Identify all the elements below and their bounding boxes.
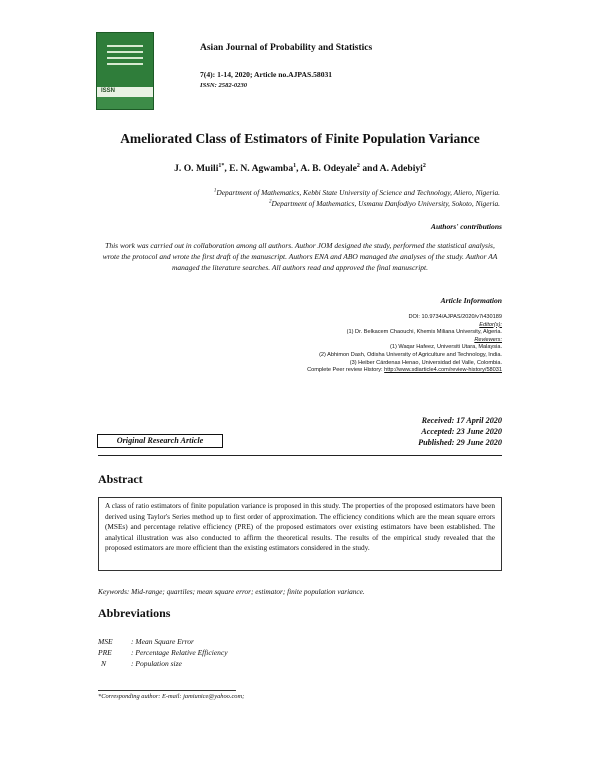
reviewer: (1) Waqar Hafeez, Universiti Utara, Malaysia. [389,344,502,351]
reviewer-label: Reviewers: [474,336,502,343]
review-history [182,367,502,375]
author-name: E. N. Agwamba [229,163,294,175]
journal-cover-thumbnail [96,32,154,110]
author-sep: , [296,163,301,175]
abbr-value: : Mean Square Error [131,637,194,646]
affiliation-2 [269,199,500,208]
abstract-text: A class of ratio estimators of finite population variance is proposed in this study. The properties of the proposed estimators have been derived using Taylor's Series method up to first order of approximation. The efficiency conditions which are the mean square errors (MSEs) and percentage relative efficiency (PRE) of the proposed estimators over existing estimators have been established. The analytical illustration was also conducted to affirm the theoretical results. The results of the empirical study revealed that the proposed estimators are more efficient than the existing estimators considered in the study. [98,497,502,571]
affiliation-1 [214,188,500,197]
author-sep: , [224,163,230,175]
affiliation-text: Department of Mathematics, Kebbi State University of Science and Technology, Aliero, Nigeria. [216,188,500,197]
article-type-badge: Original Research Article [97,434,223,448]
keywords: Keywords: Mid-range; quartiles; mean square error; estimator; finite population variance. [98,587,365,596]
editor: (1) Dr. Belkacem Chaouchi, Khemis Miliana University, Algeria. [346,329,502,336]
author-list [0,163,600,174]
history-label: Complete Peer review History: [307,367,385,374]
issn: ISSN: 2582-0230 [200,82,248,89]
author-sep: and [359,163,380,175]
author-name: A. B. Odeyale [300,163,357,175]
author-name: A. Adebiyi [379,163,423,175]
doi: DOI: 10.9734/AJPAS/2020/v7i430189 [408,314,502,320]
article-info-block [182,314,502,375]
reviewer: (3) Heiber Cárdenas Henao, Universidad del Valle, Colombia. [349,359,502,366]
contributions-text: This work was carried out in collaboration among all authors. Author JOM designed the study, performed the statistical analysis, wrote the protocol and wrote the first draft of the manuscript. Authors ENA and ABO managed the analyses of the study. Author AA managed the literature searches. All authors read and approved the final manuscript. [102,241,498,272]
reviewer: (2) Abhimon Dash, Odisha University of Agriculture and Technology, India. [319,351,502,358]
affiliation-sup: 2 [269,199,272,205]
separator-rule [98,455,502,456]
received-date: Received: 17 April 2020 [421,416,502,425]
review-history-link[interactable]: http://www.sdiarticle4.com/review-history/58031 [384,367,502,374]
published-date: Published: 29 June 2020 [418,438,502,447]
abbr-value: : Population size [131,659,182,668]
affiliation-sup: 1 [213,188,217,194]
author-sup: 1 [293,163,297,169]
footnote-rule [98,690,236,691]
cover-caption: ISSN [101,88,116,94]
abbr-key: PRE [98,648,112,657]
accepted-date: Accepted: 23 June 2020 [421,427,502,436]
abbr-key: N [101,659,107,668]
article-info-heading: Article Information [440,296,502,305]
contributions-heading: Authors' contributions [430,222,502,231]
abbr-key: MSE [98,637,113,646]
corresponding-author-footnote: *Corresponding author: E-mail: jamiunice@yahoo.com; [98,693,245,700]
abstract-heading: Abstract [98,472,143,486]
author-sup: 2 [356,163,360,169]
affiliation-text: Department of Mathematics, Usmanu Danfodiyo University, Sokoto, Nigeria. [271,199,500,208]
journal-name: Asian Journal of Probability and Statistics [200,43,373,53]
volume-info: 7(4): 1-14, 2020; Article no.AJPAS.58031 [200,70,333,79]
author-sup: 2 [422,163,426,169]
paper-title: Ameliorated Class of Estimators of Finite Population Variance [120,131,480,146]
abbr-value: : Percentage Relative Efficiency [131,648,228,657]
author-sup: 1* [218,163,225,169]
author-name: J. O. Muili [174,163,219,175]
abbreviations-heading: Abbreviations [98,606,171,620]
editor-label: Editor(s): [479,321,502,328]
